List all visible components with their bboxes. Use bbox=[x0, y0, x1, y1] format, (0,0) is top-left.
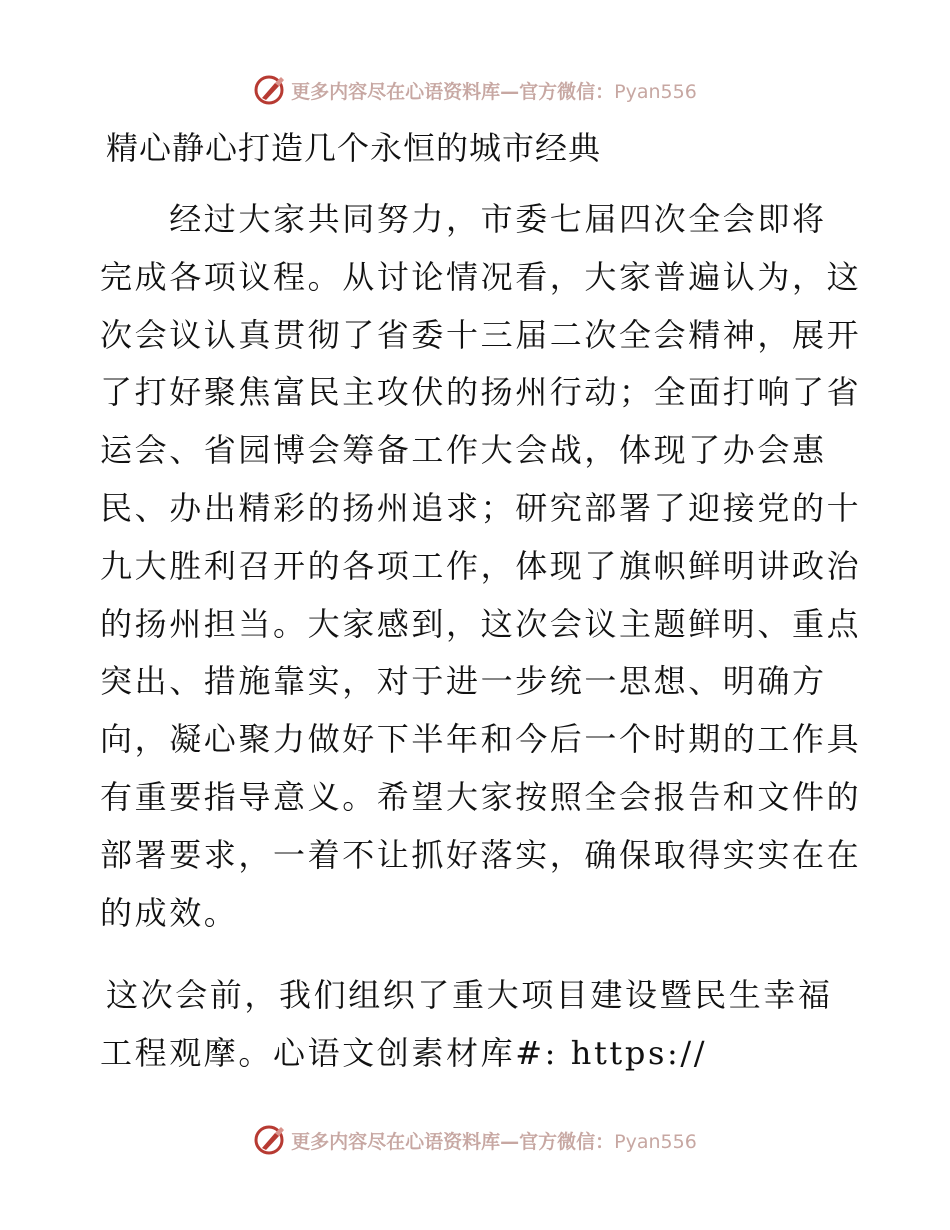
paragraph-2 bbox=[100, 967, 866, 1083]
paragraph-line: 部署要求，一着不让抓好落实，确保取得实实在在 bbox=[100, 835, 862, 874]
header-banner bbox=[0, 70, 950, 110]
paragraph-line: 向，凝心聚力做好下半年和今后一个时期的工作具 bbox=[100, 720, 862, 759]
document-title: 精心静心打造几个永恒的城市经典 bbox=[106, 129, 602, 167]
wechat-id: Pyan556 bbox=[614, 1130, 697, 1153]
paragraph-line: 运会、省园博会筹备工作大会战，体现了办会惠 bbox=[100, 431, 827, 470]
paragraph-1 bbox=[100, 191, 860, 942]
paragraph-line: 经过大家共同努力，市委七届四次全会即将 bbox=[100, 200, 827, 238]
paragraph-line: 突出、措施靠实，对于进一步统一思想、明确方 bbox=[100, 662, 827, 701]
paragraph-line: 次会议认真贯彻了省委十三届二次全会精神，展开 bbox=[100, 315, 862, 354]
paragraph-line: 九大胜利召开的各项工作，体现了旗帜鲜明讲政治 bbox=[100, 546, 862, 585]
wechat-id: Pyan556 bbox=[614, 80, 697, 103]
paragraph-line: 了打好聚焦富民主攻伏的扬州行动；全面打响了省 bbox=[100, 373, 862, 412]
pen-logo-icon bbox=[253, 1123, 287, 1157]
footer-banner bbox=[0, 1120, 950, 1160]
header-banner-text: 更多内容尽在心语资料库—官方微信：Pyan556 bbox=[291, 80, 697, 103]
paragraph-line: 完成各项议程。从讨论情况看，大家普遍认为，这 bbox=[100, 257, 862, 296]
paragraph-line: 的扬州担当。大家感到，这次会议主题鲜明、重点 bbox=[100, 604, 862, 643]
paragraph-line: 这次会前，我们组织了重大项目建设暨民生幸福 bbox=[106, 976, 833, 1014]
paragraph-line: 工程观摩。心语文创素材库#: https:// bbox=[100, 1033, 708, 1072]
paragraph-line: 民、办出精彩的扬州追求；研究部署了迎接党的十 bbox=[100, 488, 862, 527]
paragraph-line: 的成效。 bbox=[100, 893, 239, 932]
paragraph-line: 有重要指导意义。希望大家按照全会报告和文件的 bbox=[100, 777, 862, 816]
footer-banner-text: 更多内容尽在心语资料库—官方微信：Pyan556 bbox=[291, 1130, 697, 1153]
pen-logo-icon bbox=[253, 73, 287, 107]
